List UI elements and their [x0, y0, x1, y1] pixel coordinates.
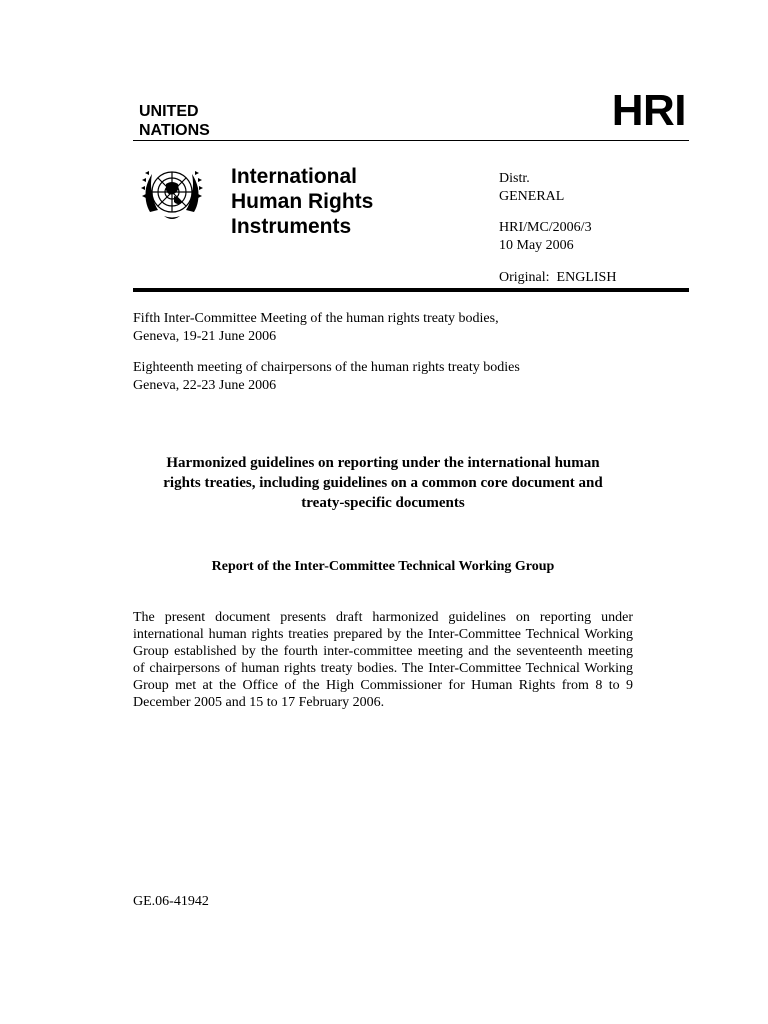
series-title	[231, 164, 373, 239]
masthead-divider	[133, 288, 689, 292]
document-title	[133, 453, 633, 513]
paragraph-line: international human rights treaties prepared by the Inter-Committee Technical Working	[133, 627, 633, 642]
organization-name	[139, 102, 210, 140]
document-code: GE.06-41942	[133, 894, 209, 909]
meeting-place-date: Geneva, 22-23 June 2006	[133, 378, 277, 393]
distribution-value: GENERAL	[499, 189, 565, 204]
document-title-line1: Harmonized guidelines on reporting under the international human	[166, 455, 600, 471]
meeting-info	[133, 359, 520, 395]
meeting-name: Eighteenth meeting of chairpersons of the human rights treaty bodies	[133, 360, 520, 375]
document-symbol-block	[499, 219, 592, 255]
document-symbol: HRI/MC/2006/3	[499, 220, 592, 235]
paragraph-line: The present document presents draft harmonized guidelines on reporting under	[133, 610, 633, 625]
header-divider	[133, 140, 689, 141]
distribution-label: Distr.	[499, 171, 530, 186]
organization-name-line1: UNITED	[139, 103, 199, 120]
meeting-name: Fifth Inter-Committee Meeting of the human rights treaty bodies,	[133, 311, 499, 326]
organization-name-line2: NATIONS	[139, 122, 210, 139]
original-language: Original: ENGLISH	[499, 270, 617, 285]
series-title-line1: International	[231, 165, 358, 188]
paragraph-line: Group met at the Office of the High Commissioner for Human Rights from 8 to 9	[133, 678, 633, 693]
document-title-line2: rights treaties, including guidelines on a common core document and	[163, 475, 603, 491]
document-symbol-prefix: HRI	[611, 86, 686, 135]
paragraph-line: December 2005 and 15 to 17 February 2006.	[133, 695, 385, 710]
document-date: 10 May 2006	[499, 238, 574, 253]
series-title-line2: Human Rights	[231, 190, 374, 213]
paragraph-line: of chairpersons of human rights treaty bodies. The Inter-Committee Technical Working	[133, 661, 633, 676]
meeting-place-date: Geneva, 19-21 June 2006	[133, 329, 277, 344]
series-title-line3: Instruments	[231, 215, 352, 238]
paragraph-line: Group established by the fourth inter-committee meeting and the seventeenth meeting	[133, 644, 633, 659]
distribution-block	[499, 170, 564, 206]
document-subtitle: Report of the Inter-Committee Technical Working Group	[211, 559, 555, 574]
document-title-line3: treaty-specific documents	[301, 495, 465, 511]
summary-paragraph	[133, 609, 633, 711]
un-emblem-icon	[136, 158, 208, 230]
meeting-info	[133, 310, 499, 346]
